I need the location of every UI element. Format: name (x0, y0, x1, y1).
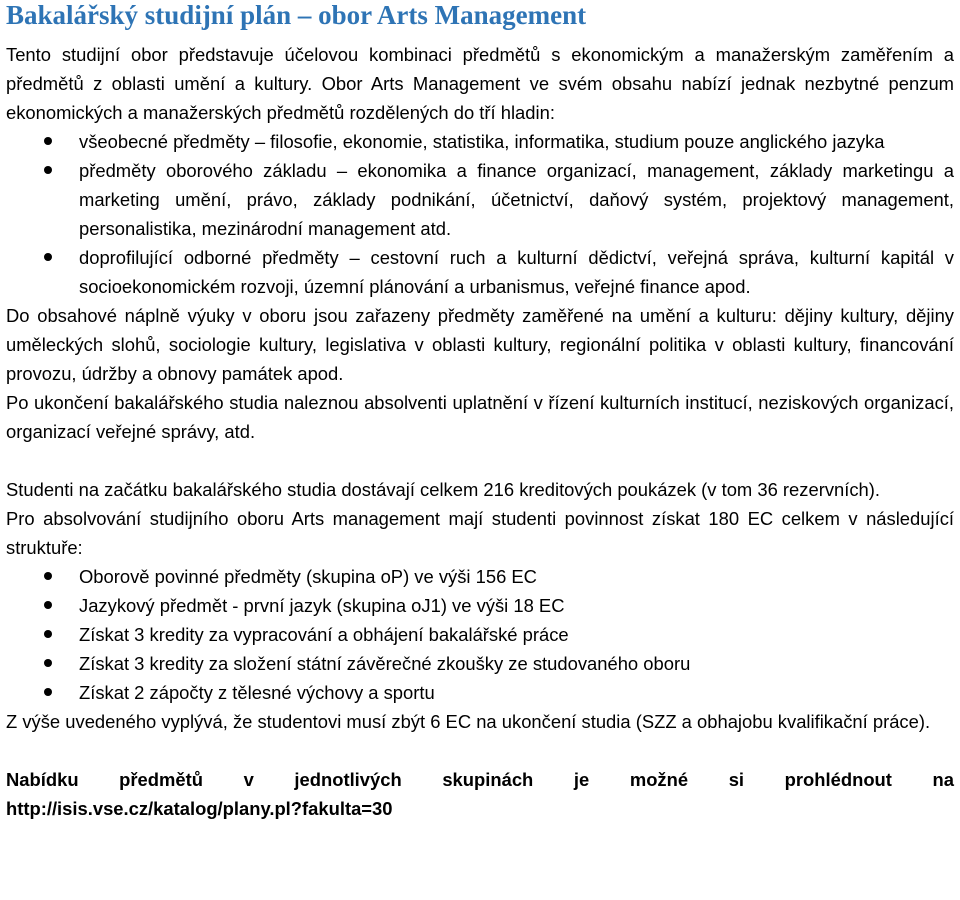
structure-paragraph: Pro absolvování studijního oboru Arts management mají studenti povinnost získat 180 EC celkem v následující struktuře: (6, 508, 954, 558)
credits-paragraph: Studenti na začátku bakalářského studia dostávají celkem 216 kreditových poukázek (v tom 36 rezervních). (6, 479, 881, 500)
structure-list (6, 562, 954, 707)
list-item: Oborově povinné předměty (skupina oP) ve výši 156 EC (6, 562, 954, 591)
offer-paragraph: Nabídku předmětů v jednotlivých skupinách je možné si prohlédnout na (6, 769, 954, 790)
page-title: Bakalářský studijní plán – obor Arts Management (6, 0, 587, 30)
content-paragraph: Do obsahové náplně výuky v oboru jsou zařazeny předměty zaměřené na umění a kulturu: dějiny kultury, dějiny uměleckých slohů, sociologie kultury, legislativa v oblasti kultury, regionální politika v oblasti kultury, financování provozu, údržby a obnovy památek apod. (6, 305, 954, 384)
list-item: Získat 2 zápočty z tělesné výchovy a sportu (6, 678, 954, 707)
bullet-icon (44, 572, 52, 580)
list-item: Získat 3 kredity za vypracování a obhájení bakalářské práce (6, 620, 954, 649)
list-item: Jazykový předmět - první jazyk (skupina oJ1) ve výši 18 EC (6, 591, 954, 620)
bullet-icon (44, 166, 52, 174)
bullet-icon (44, 688, 52, 696)
list-item: předměty oborového základu – ekonomika a finance organizací, management, základy marketingu a marketing umění, právo, základy podnikání, účetnictví, daňový systém, projektový management, personalistika, mezinárodní management atd. (6, 156, 954, 243)
bullet-icon (44, 630, 52, 638)
bullet-icon (44, 253, 52, 261)
list-item: Získat 3 kredity za složení státní závěrečné zkoušky ze studovaného oboru (6, 649, 954, 678)
catalog-link[interactable]: http://isis.vse.cz/katalog/plany.pl?fakulta=30 (6, 798, 393, 819)
bullet-icon (44, 137, 52, 145)
bullet-icon (44, 659, 52, 667)
levels-list (6, 127, 954, 301)
intro-paragraph: Tento studijní obor představuje účelovou kombinaci předmětů s ekonomickým a manažerským zaměřením a předmětů z oblasti umění a kultury. Obor Arts Management ve svém obsahu nabízí jednak nezbytné penzum ekonomických a manažerských předmětů rozdělených do tří hladin: (6, 44, 954, 123)
list-item: doprofilující odborné předměty – cestovní ruch a kulturní dědictví, veřejná správa, kulturní kapitál v socioekonomickém rozvoji, územní plánování a urbanismus, veřejné finance apod. (6, 243, 954, 301)
graduates-paragraph: Po ukončení bakalářského studia naleznou absolventi uplatnění v řízení kulturních institucí, neziskových organizací, organizací veřejné správy, atd. (6, 392, 954, 442)
bullet-icon (44, 601, 52, 609)
list-item: všeobecné předměty – filosofie, ekonomie, statistika, informatika, studium pouze anglického jazyka (6, 127, 954, 156)
result-paragraph: Z výše uvedeného vyplývá, že studentovi musí zbýt 6 EC na ukončení studia (SZZ a obhajobu kvalifikační práce). (6, 711, 931, 732)
